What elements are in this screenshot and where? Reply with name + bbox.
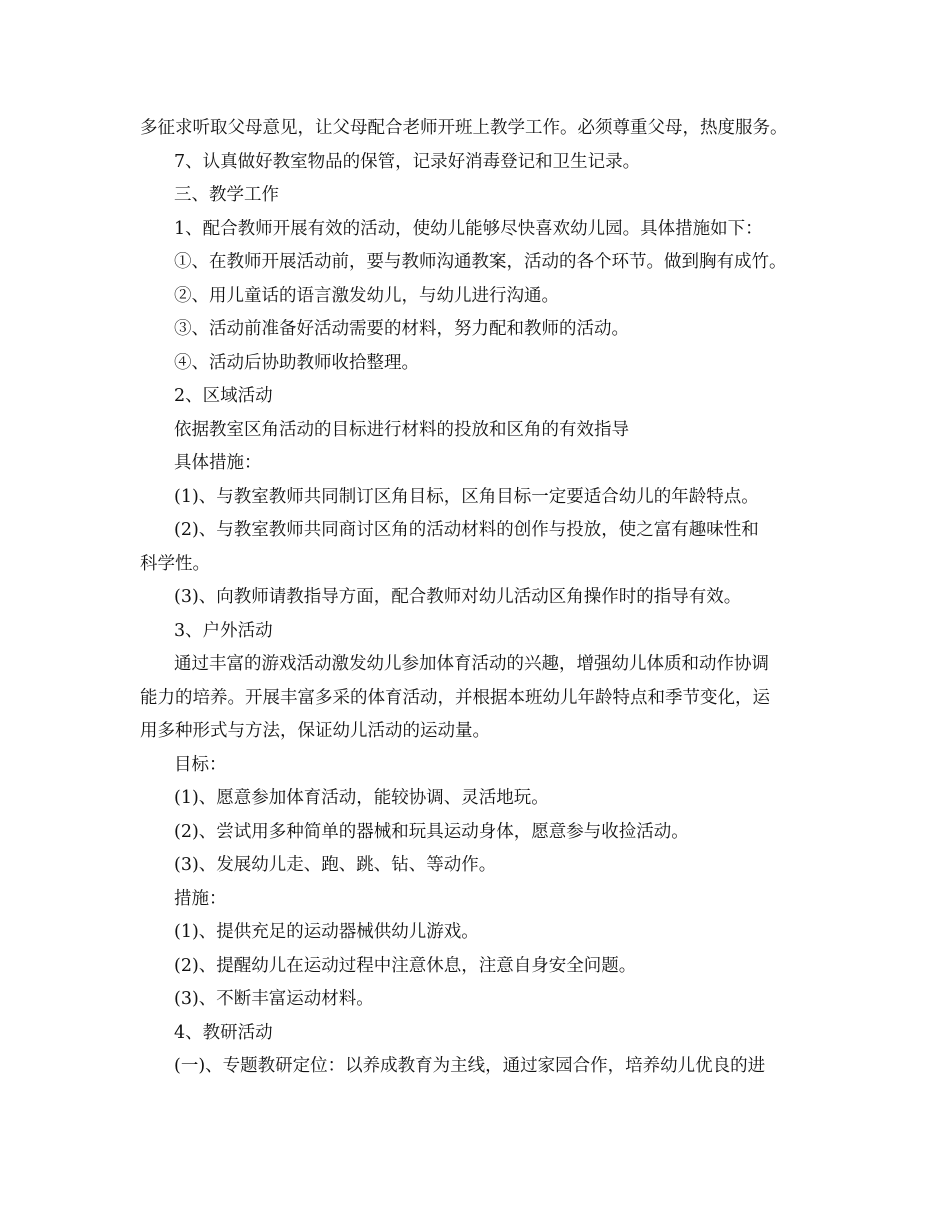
text-line: 具体措施： (174, 453, 262, 473)
subsection-heading: 4、教研活动 (174, 1022, 273, 1043)
text-line: 用多种形式与方法，保证幼儿活动的运动量。 (140, 721, 490, 741)
subsection-heading: 2、区域活动 (174, 386, 273, 406)
text-line: 1、配合教师开展有效的活动，使幼儿能够尽快喜欢幼儿园。具体措施如下： (174, 218, 763, 239)
subsection-heading: 3、户外活动 (174, 620, 273, 641)
list-item: (3)、发展幼儿走、跑、跳、钻、等动作。 (174, 855, 497, 875)
list-item: ③、活动前准备好活动需要的材料，努力配和教师的活动。 (174, 319, 629, 339)
list-item: (2)、提醒幼儿在运动过程中注意休息，注意自身安全问题。 (174, 955, 637, 976)
text-line: 7、认真做好教室物品的保管，记录好消毒登记和卫生记录。 (174, 151, 641, 172)
list-item: (3)、不断丰富运动材料。 (174, 989, 374, 1009)
section-heading: 三、教学工作 (174, 185, 279, 205)
document-body (140, 112, 820, 1084)
text-line: 多征求听取父母意见，让父母配合老师开班上教学工作。必须尊重父母，热度服务。 (140, 118, 788, 138)
text-line: 科学性。 (140, 553, 210, 574)
list-item: (2)、与教室教师共同商讨区角的活动材料的创作与投放，使之富有趣味性和 (174, 520, 759, 540)
text-line: 能力的培养。开展丰富多采的体育活动，并根据本班幼儿年龄特点和季节变化，运 (140, 687, 770, 708)
list-item: (2)、尝试用多种简单的器械和玩具运动身体，愿意参与收捡活动。 (174, 821, 689, 842)
text-line: 依据教室区角活动的目标进行材料的投放和区角的有效指导 (174, 419, 629, 440)
text-line: 通过丰富的游戏活动激发幼儿参加体育活动的兴趣，增强幼儿体质和动作协调 (174, 654, 769, 674)
list-item: ②、用儿童话的语言激发幼儿，与幼儿进行沟通。 (174, 285, 559, 306)
list-item: ①、在教师开展活动前，要与教师沟通教案，活动的各个环节。做到胸有成竹。 (174, 252, 787, 272)
list-item: (1)、提供充足的运动器械供幼儿游戏。 (174, 922, 479, 942)
list-item: ④、活动后协助教师收拾整理。 (174, 352, 419, 373)
text-line: 措施： (174, 888, 227, 909)
list-item: (1)、愿意参加体育活动，能较协调、灵活地玩。 (174, 788, 549, 808)
text-line: 目标： (174, 754, 227, 775)
list-item: (1)、与教室教师共同制订区角目标，区角目标一定要适合幼儿的年龄特点。 (174, 486, 759, 507)
list-item: (一)、专题教研定位：以养成教育为主线，通过家园合作，培养幼儿优良的进 (174, 1056, 766, 1076)
list-item: (3)、向教师请教指导方面，配合教师对幼儿活动区角操作时的指导有效。 (174, 587, 742, 607)
